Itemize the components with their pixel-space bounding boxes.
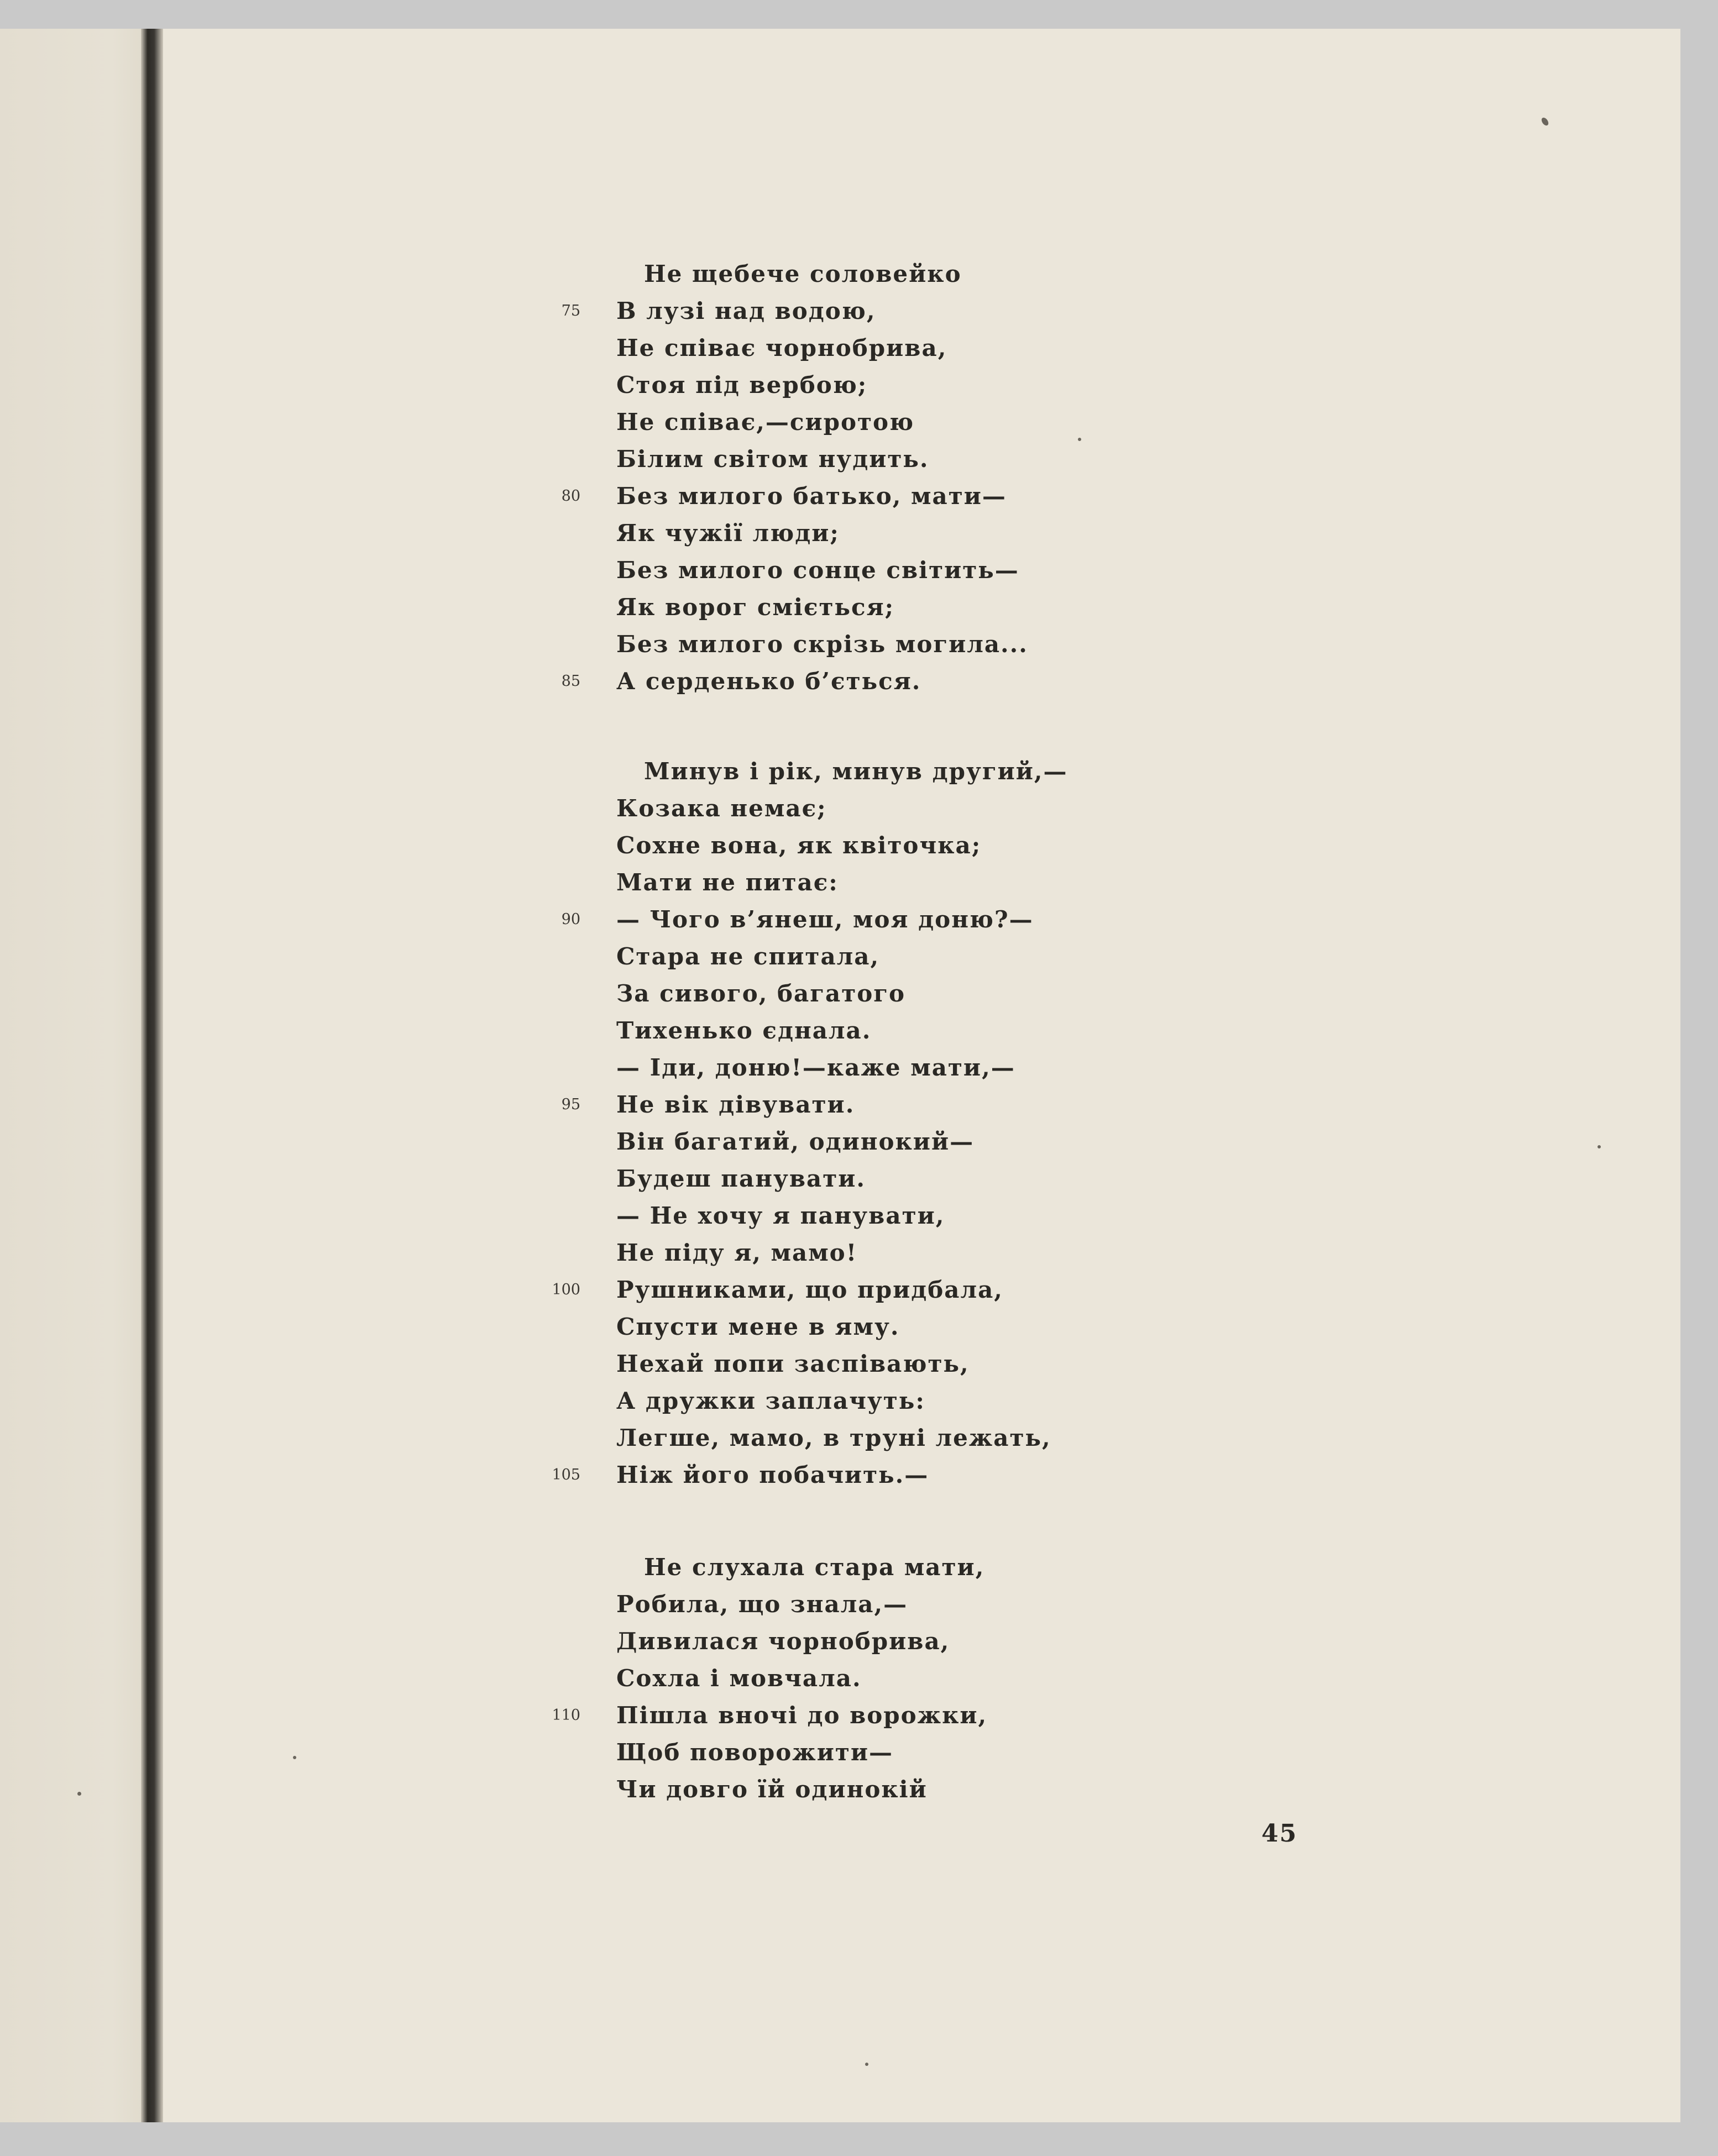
poem-line: Стара не спитала, xyxy=(616,943,880,970)
paper-speck xyxy=(865,2063,868,2066)
poem-line: Не співає,—сиротою xyxy=(616,408,915,436)
line-number: 100 xyxy=(552,1281,580,1298)
poem-line: Чи довго їй одинокій xyxy=(616,1776,928,1803)
line-number: 90 xyxy=(561,911,580,928)
poem-line: Не щебече соловейко xyxy=(644,260,962,287)
paper-speck xyxy=(1078,438,1081,441)
poem-line: Без милого скрізь могила... xyxy=(616,631,1028,658)
poem-line: Без милого батько, мати— xyxy=(616,482,1007,510)
line-number: 110 xyxy=(552,1707,580,1724)
poem-line: Ніж його побачить.— xyxy=(616,1461,929,1488)
poem-line: За сивого, багатого xyxy=(616,980,906,1007)
poem-line: Будеш панувати. xyxy=(616,1165,866,1192)
poem-line: Не співає чорнобрива, xyxy=(616,334,947,361)
poem-line: Не піду я, мамо! xyxy=(616,1239,858,1266)
poem-line: Він багатий, одинокий— xyxy=(616,1128,975,1155)
poem-line: Тихенько єднала. xyxy=(616,1017,872,1044)
poem-line: Білим світом нудить. xyxy=(616,445,929,473)
poem-line: Козака немає; xyxy=(616,795,827,822)
poem-line: Без милого сонце світить— xyxy=(616,557,1019,584)
poem-line: Стоя під вербою; xyxy=(616,371,868,398)
book-spine xyxy=(141,29,163,2122)
poem-line: А серденько б’ється. xyxy=(616,668,921,695)
poem-line: А дружки заплачуть: xyxy=(616,1387,925,1414)
poem-line: Як чужії люди; xyxy=(616,520,840,547)
left-page-edge xyxy=(0,29,160,2122)
line-number: 105 xyxy=(552,1466,580,1483)
poem-line: Не вік дівувати. xyxy=(616,1091,855,1118)
poem-line: Легше, мамо, в труні лежать, xyxy=(616,1424,1051,1451)
poem-line: Нехай попи заспівають, xyxy=(616,1350,970,1377)
line-number: 80 xyxy=(561,487,580,505)
poem-line: Як ворог сміється; xyxy=(616,594,895,621)
poem-line: Робила, що знала,— xyxy=(616,1591,908,1618)
poem-line: Дивилася чорнобрива, xyxy=(616,1628,950,1655)
poem-line: Рушниками, що придбала, xyxy=(616,1276,1003,1303)
line-number: 85 xyxy=(561,673,580,690)
poem-line: В лузі над водою, xyxy=(616,297,876,324)
poem-line: Сохла і мовчала. xyxy=(616,1665,862,1692)
poem-line: Минув і рік, минув другий,— xyxy=(644,758,1068,785)
poem-line: Не слухала стара мати, xyxy=(644,1554,985,1581)
poem-line: Пішла вночі до ворожки, xyxy=(616,1702,988,1729)
paper-speck xyxy=(77,1792,81,1796)
poem-line: Щоб поворожити— xyxy=(616,1739,894,1766)
line-number: 95 xyxy=(561,1096,580,1113)
paper-speck xyxy=(293,1756,296,1759)
poem-line: — Не хочу я панувати, xyxy=(616,1202,945,1229)
poem-line: Сохне вона, як квіточка; xyxy=(616,832,982,859)
page-number: 45 xyxy=(1261,1819,1298,1848)
poem-line: — Чого в’янеш, моя доню?— xyxy=(616,906,1034,933)
poem-line: Спусти мене в яму. xyxy=(616,1313,900,1340)
poem-line: — Іди, доню!—каже мати,— xyxy=(616,1054,1015,1081)
line-number: 75 xyxy=(561,302,580,319)
paper-speck xyxy=(1597,1145,1601,1148)
book-spread xyxy=(0,29,1680,2122)
poem-line: Мати не питає: xyxy=(616,869,839,896)
